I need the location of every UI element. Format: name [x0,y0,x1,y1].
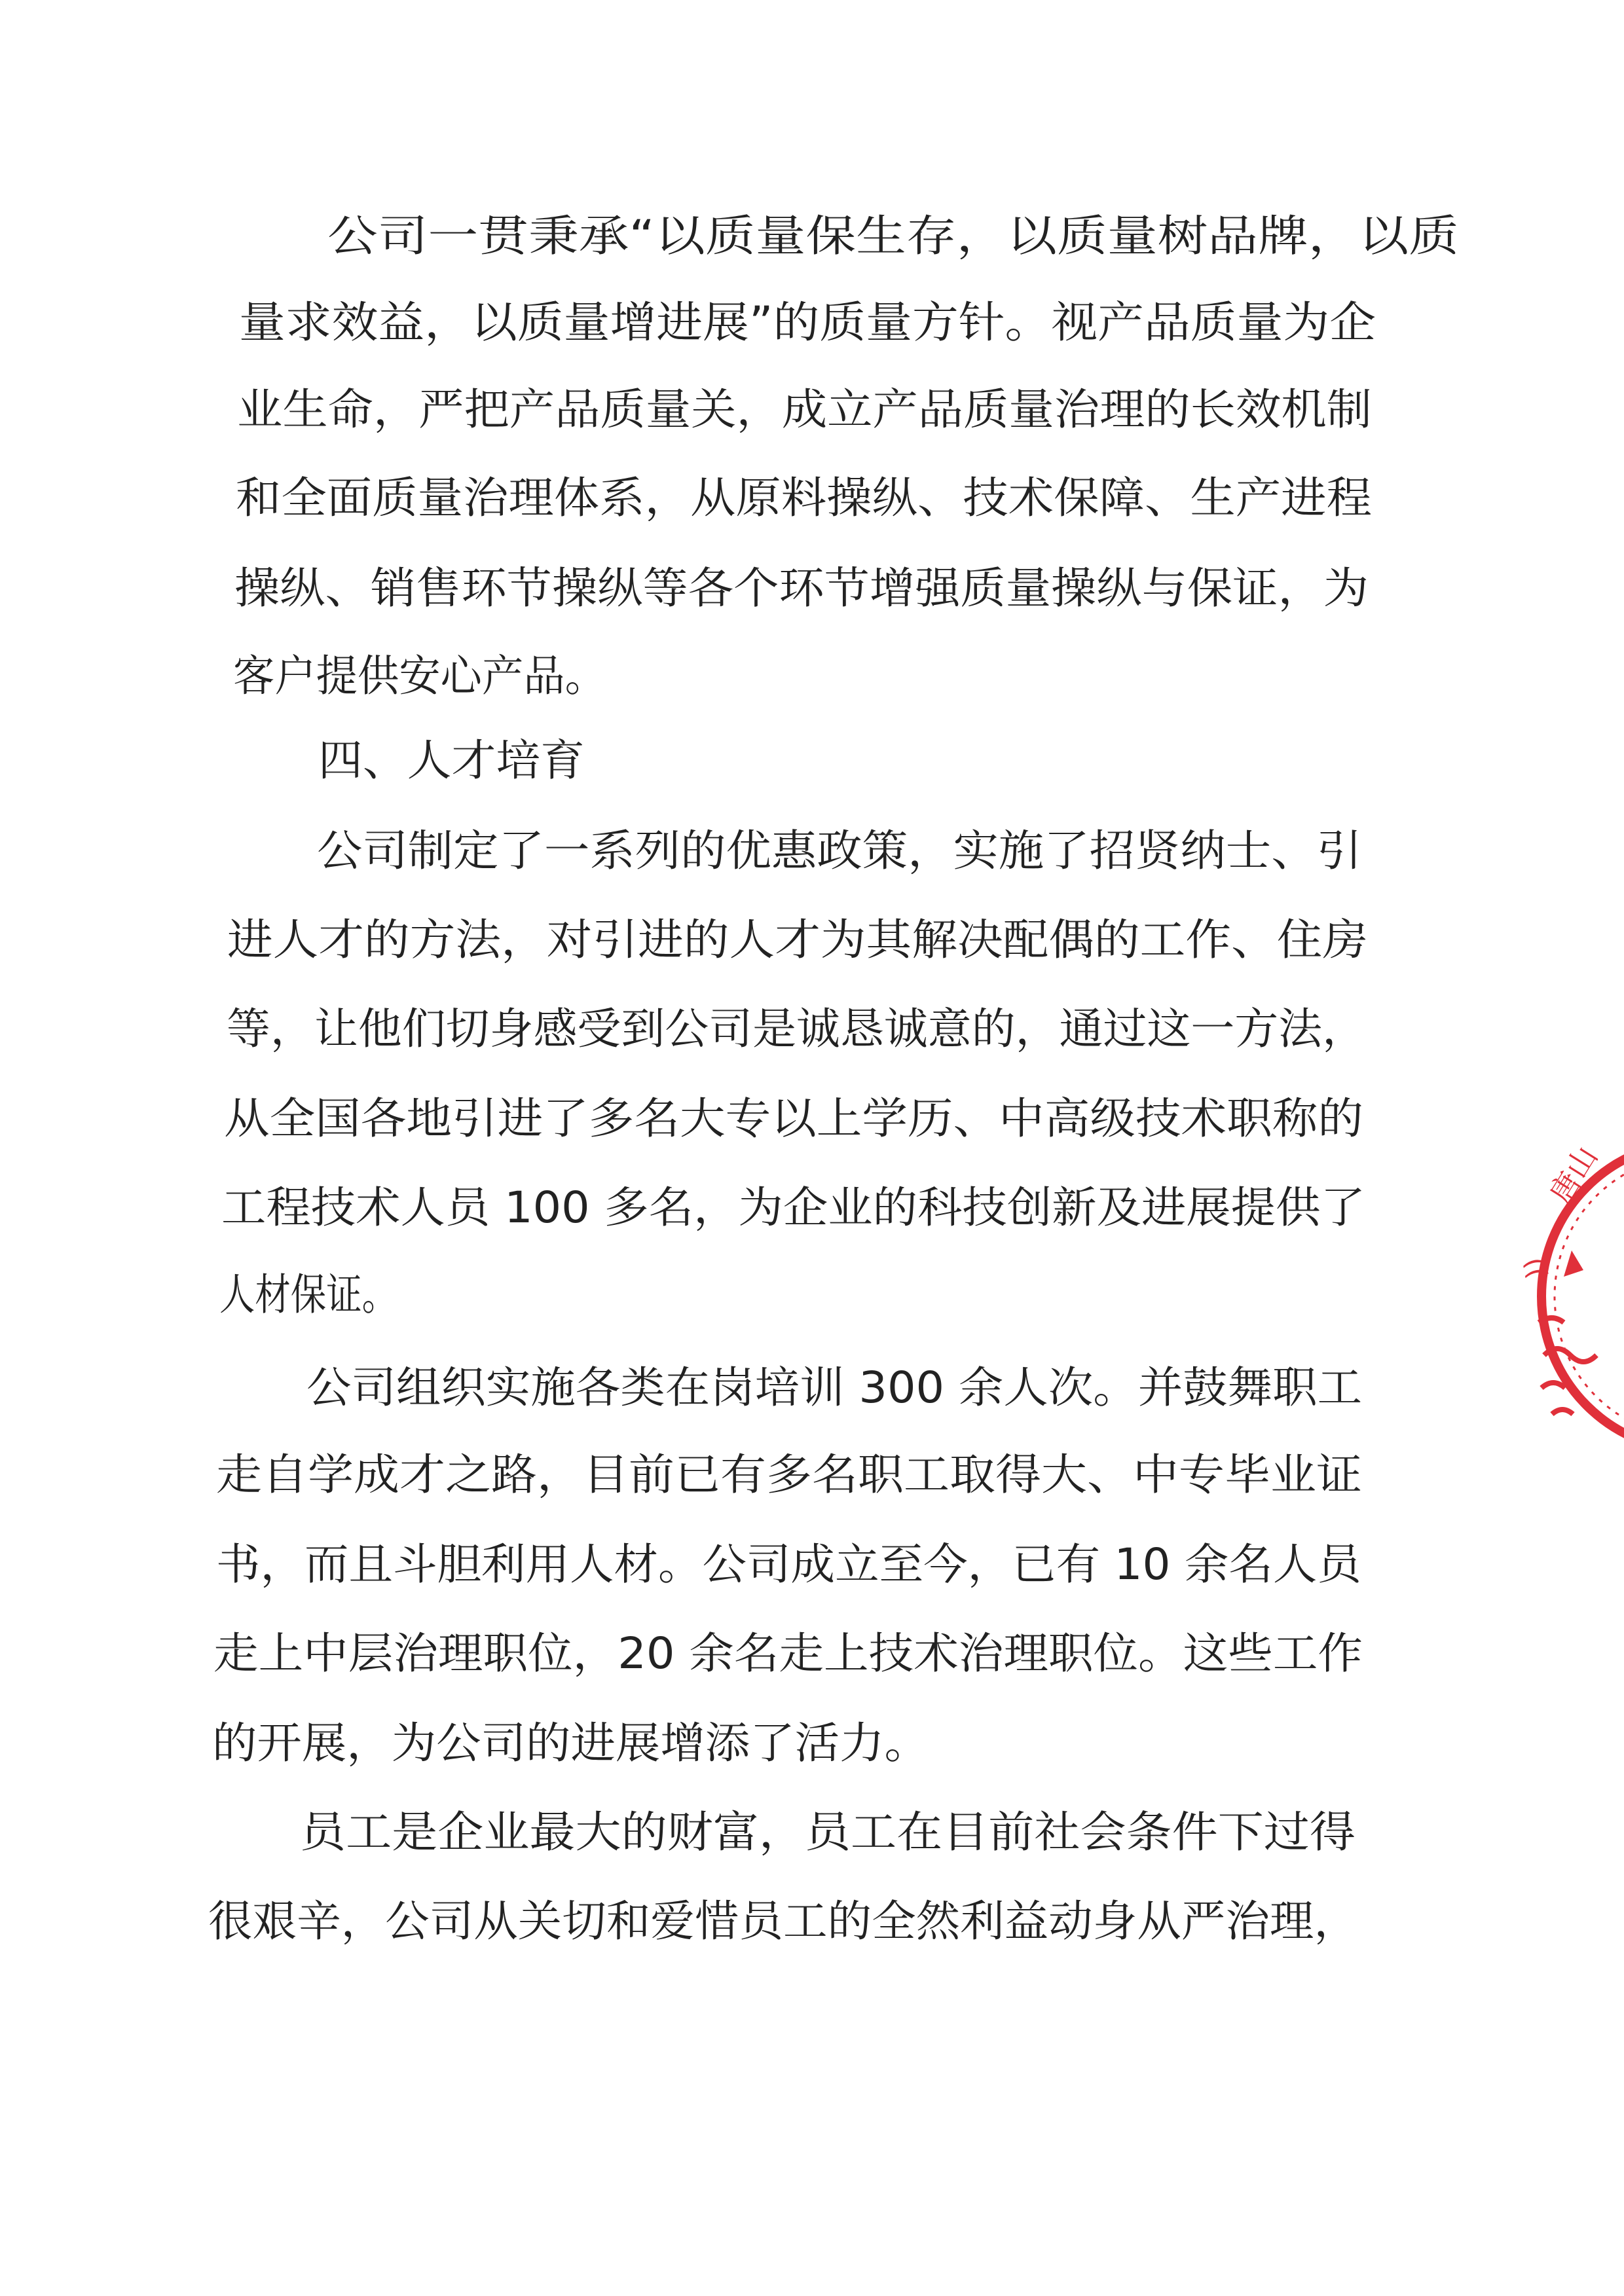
text-line-16: 书，而且斗胆利用人材。公司成立至今，已有 10 余名人员 [216,1539,1361,1590]
svg-text:)): )) [1519,1255,1552,1281]
text-line-17: 走上中层治理职位，20 余名走上技术治理职位。这些工作 [213,1628,1363,1679]
text-line-1: 公司一贯秉承“以质量保生存，以质量树品牌，以质 [327,211,1460,261]
text-line-5: 操纵、销售环节操纵等各个环节增强质量操纵与保证，为 [234,563,1369,613]
text-line-3: 业生命，严把产品质量关，成立产品质量治理的长效机制 [237,384,1372,435]
text-line-19: 员工是企业最大的财富，员工在目前社会条件下过得 [300,1807,1356,1857]
seal-text: 唐山 [1542,1140,1605,1210]
text-line-14: 公司组织实施各类在岗培训 300 余人次。并鼓舞职工 [306,1362,1363,1413]
text-line-6: 客户提供安心产品。 [233,651,607,701]
text-line-8: 公司制定了一系列的优惠政策，实施了招贤纳士、引 [317,826,1363,876]
text-line-11: 从全国各地引进了多名大专以上学历、中高级技术职称的 [224,1093,1363,1144]
text-line-4: 和全面质量治理体系，从原料操纵、技术保障、生产进程 [236,473,1372,523]
text-line-12: 工程技术人员 100 多名，为企业的科技创新及进展提供了 [221,1182,1365,1233]
text-line-9: 进人才的方法，对引进的人才为其解决配偶的工作、住房 [227,915,1369,965]
text-line-10: 等，让他们切身感受到公司是诚恳诚意的，通过这一方法， [227,1004,1367,1054]
text-line-20: 很艰辛，公司从关切和爱惜员工的全然利益动身从严治理， [208,1896,1358,1946]
text-line-2: 量求效益，以质量增进展”的质量方针。视产品质量为企 [239,297,1376,348]
section-heading: 四、人才培育 [318,735,585,786]
company-seal [1519,1126,1624,1467]
text-line-18: 的开展，为公司的进展增添了活力。 [212,1718,929,1768]
text-line-13: 人材保证。 [219,1269,397,1320]
text-line-15: 走自学成才之路，目前已有多名职工取得大、中专毕业证 [216,1449,1362,1500]
